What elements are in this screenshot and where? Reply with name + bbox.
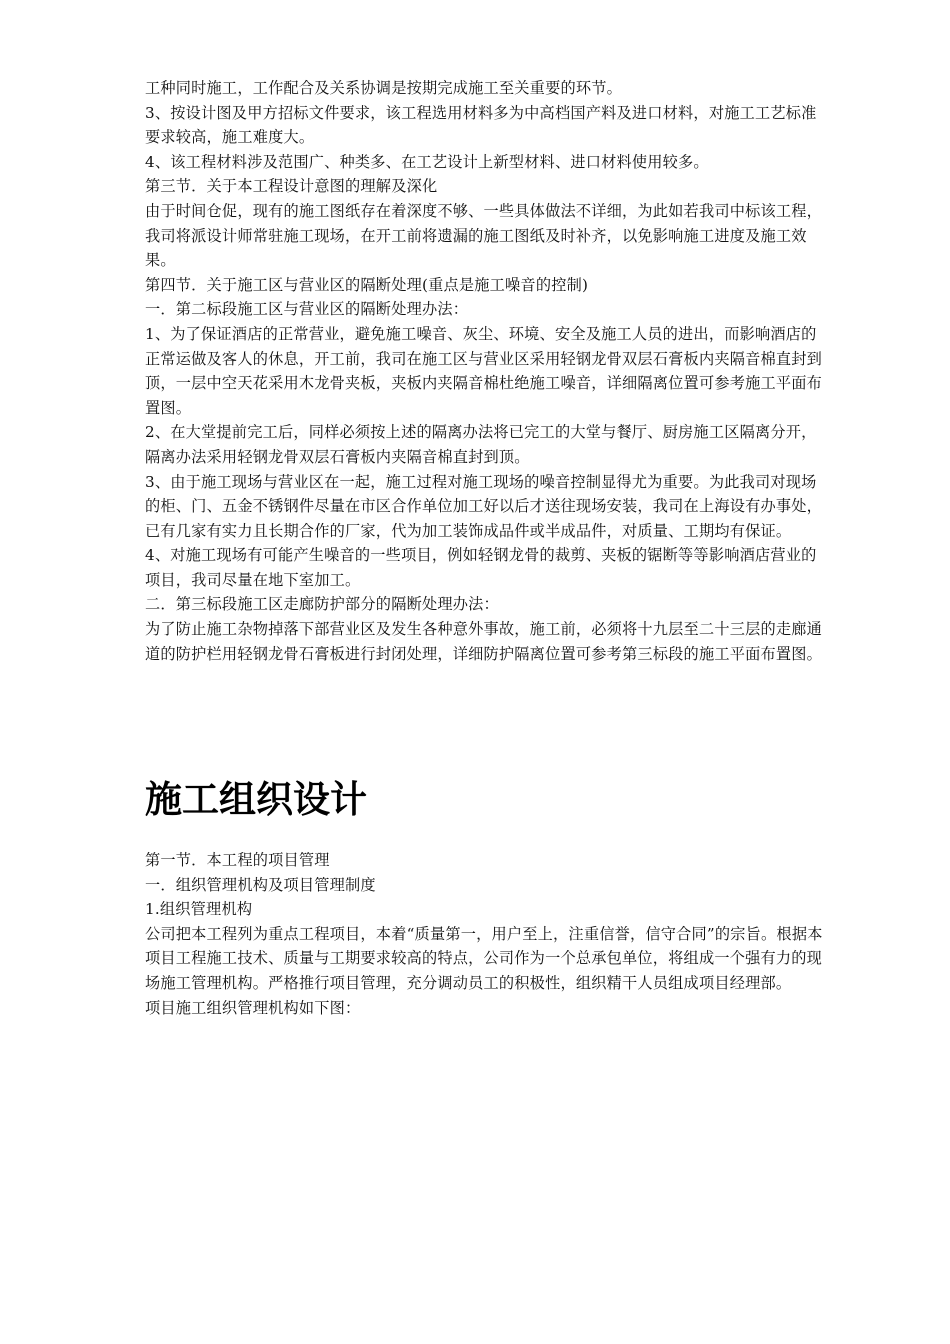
section-heading: 第一节．本工程的项目管理 — [145, 851, 330, 869]
paragraph: 工种同时施工，工作配合及关系协调是按期完成施工至关重要的环节。 — [145, 79, 623, 97]
section-heading: 第四节．关于施工区与营业区的隔断处理(重点是施工噪音的控制) — [145, 275, 589, 294]
subsection-heading: 一．第二标段施工区与营业区的隔断处理办法： — [145, 300, 469, 319]
paragraph: 4、该工程材料涉及范围广、种类多、在工艺设计上新型材料、进口材料使用较多。 — [145, 152, 709, 171]
paragraph: 3、由于施工现场与营业区在一起，施工过程对施工现场的噪音控制显得尤为重要。为此我司对现场的柜、门、五金不锈钢件尽量在市区合作单位加工好以后才送往现场安装，我司在上海设有办事处，已有几家有实力且长期合作的厂家，代为加工装饰成品件或半成品件，对质量、工期均有保证。 — [145, 472, 823, 540]
paragraph: 项目施工组织管理机构如下图： — [145, 998, 361, 1017]
paragraph: 2、在大堂提前完工后，同样必须按上述的隔离办法将已完工的大堂与餐厅、厨房施工区隔离分开，隔离办法采用轻钢龙骨双层石膏板内夹隔音棉直封到顶。 — [145, 423, 817, 466]
paragraph: 4、对施工现场有可能产生噪音的一些项目，例如轻钢龙骨的裁剪、夹板的锯断等等影响酒店营业的项目，我司尽量在地下室加工。 — [145, 546, 817, 589]
section-heading: 第三节．关于本工程设计意图的理解及深化 — [145, 177, 438, 196]
paragraph: 1、为了保证酒店的正常营业，避免施工噪音、灰尘、环境、安全及施工人员的进出，而影响酒店的正常运做及客人的休息，开工前，我司在施工区与营业区采用轻钢龙骨双层石膏板内夹隔音棉直封到顶，一层中空天花采用木龙骨夹板，夹板内夹隔音棉杜绝施工噪音，详细隔离位置可参考施工平面布置图。 — [145, 324, 823, 417]
paragraph: 公司把本工程列为重点工程项目，本着“质量第一，用户至上，注重信誉，信守合同”的宗旨。根据本项目工程施工技术、质量与工期要求较高的特点，公司作为一个总承包单位，将组成一个强有力的现场施工管理机构。严格推行项目管理，充分调动员工的积极性，组织精干人员组成项目经理部。 — [145, 924, 823, 992]
paragraph: 3、按设计图及甲方招标文件要求，该工程选用材料多为中高档国产料及进口材料，对施工工艺标准要求较高，施工难度大。 — [145, 103, 817, 147]
paragraph: 为了防止施工杂物掉落下部营业区及发生各种意外事故，施工前，必须将十九层至二十三层的走廊通道的防护栏用轻钢龙骨石膏板进行封闭处理，详细防护隔离位置可参考第三标段的施工平面布置图。 — [145, 620, 823, 663]
subsection-heading: 二．第三标段施工区走廊防护部分的隔断处理办法： — [145, 595, 499, 614]
chapter-title: 施工组织设计 — [145, 778, 367, 821]
document-body-section-2 — [145, 848, 825, 1020]
document-body-section-1 — [145, 76, 825, 666]
subsection-heading: 1.组织管理机构 — [145, 900, 253, 919]
subsection-heading: 一．组织管理机构及项目管理制度 — [145, 875, 376, 894]
paragraph: 由于时间仓促，现有的施工图纸存在着深度不够、一些具体做法不详细，为此如若我司中标该工程，我司将派设计师常驻施工现场，在开工前将遗漏的施工图纸及时补齐，以免影响施工进度及施工效果。 — [145, 201, 823, 270]
